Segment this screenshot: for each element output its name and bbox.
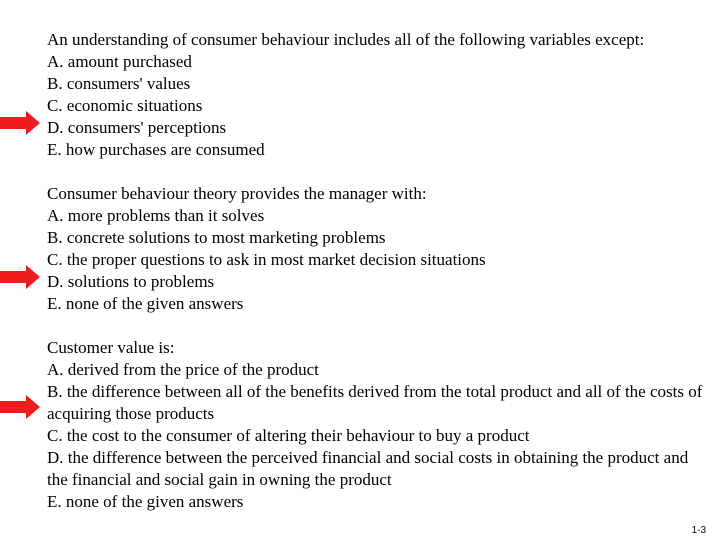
quiz-content xyxy=(47,29,707,535)
answer-arrow-icon xyxy=(0,395,40,419)
option-d: D. the difference between the perceived financial and social costs in obtaining the product and the financial and social gain in owning the product xyxy=(47,448,689,489)
option-d: D. consumers' perceptions xyxy=(47,118,227,137)
option-e: E. none of the given answers xyxy=(47,294,244,313)
option-a: A. amount purchased xyxy=(47,52,192,71)
option-b: B. the difference between all of the benefits derived from the total product and all of the costs of acquiring those products xyxy=(47,382,703,423)
option-a: A. derived from the price of the product xyxy=(47,360,319,379)
option-c: C. the cost to the consumer of altering their behaviour to buy a product xyxy=(47,426,530,445)
option-b: B. consumers' values xyxy=(47,74,191,93)
question-stem: Customer value is: xyxy=(47,338,175,357)
page-number: 1-3 xyxy=(691,525,706,536)
answer-arrow-icon xyxy=(0,111,40,135)
question-stem: An understanding of consumer behaviour includes all of the following variables except: xyxy=(47,30,645,49)
question-3 xyxy=(47,337,707,513)
option-e: E. how purchases are consumed xyxy=(47,140,265,159)
option-e: E. none of the given answers xyxy=(47,492,244,511)
option-d: D. solutions to problems xyxy=(47,272,215,291)
option-c: C. economic situations xyxy=(47,96,203,115)
question-2 xyxy=(47,183,707,315)
option-b: B. concrete solutions to most marketing problems xyxy=(47,228,386,247)
question-1 xyxy=(47,29,707,161)
option-a: A. more problems than it solves xyxy=(47,206,265,225)
option-c: C. the proper questions to ask in most market decision situations xyxy=(47,250,486,269)
answer-arrow-icon xyxy=(0,265,40,289)
question-stem: Consumer behaviour theory provides the manager with: xyxy=(47,184,427,203)
